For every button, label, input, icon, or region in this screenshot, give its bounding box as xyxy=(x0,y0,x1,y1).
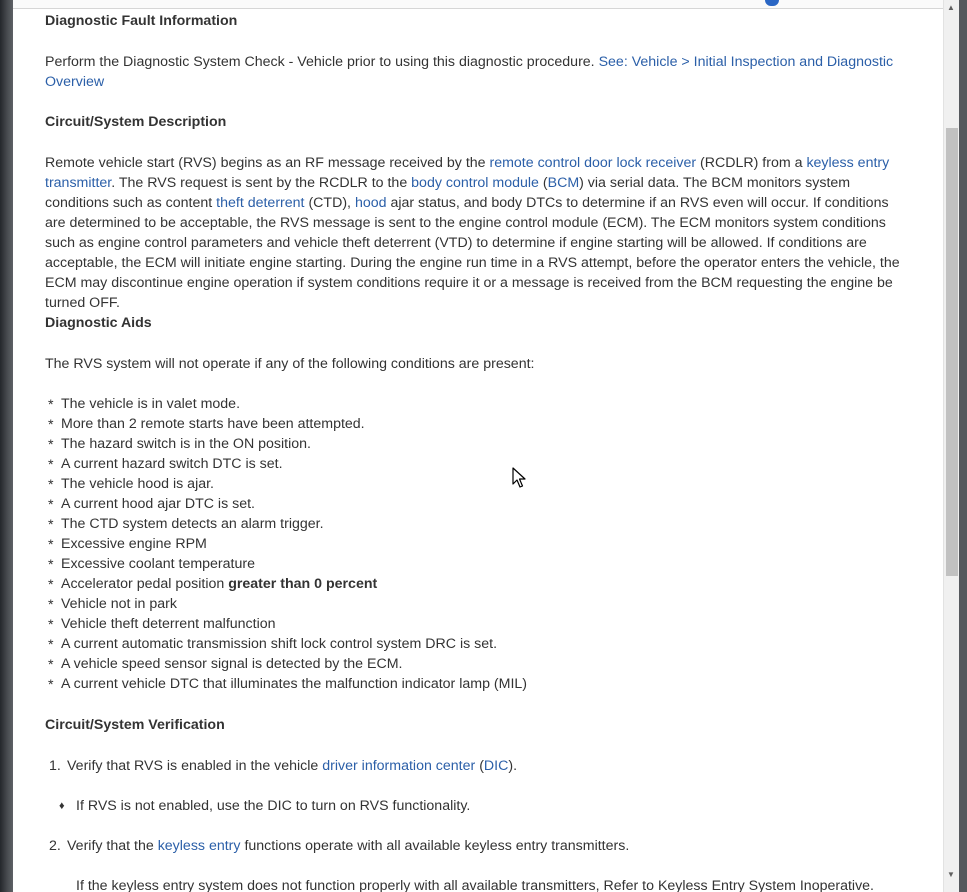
step-1-end: ). xyxy=(508,758,518,774)
scroll-up-arrow-icon[interactable]: ▲ xyxy=(947,3,955,12)
list-item-text: Accelerator pedal position xyxy=(61,576,229,592)
list-item: * A current hazard switch DTC is set. xyxy=(45,454,905,474)
circuit-text-2: (RCDLR) from a xyxy=(696,155,807,171)
list-item xyxy=(45,574,905,594)
keyless-entry-link[interactable]: keyless entry xyxy=(157,838,241,854)
window-top-edge xyxy=(13,0,943,9)
intro-text: Perform the Diagnostic System Check - Vehicle prior to using this diagnostic procedure. xyxy=(45,54,599,70)
theft-deterrent-link[interactable]: theft deterrent xyxy=(216,195,305,211)
toolbar-control-icon[interactable] xyxy=(765,0,779,6)
list-item: * Excessive coolant temperature xyxy=(45,554,905,574)
desktop-background-right xyxy=(959,0,967,892)
step-number: 1. xyxy=(49,758,61,774)
keyless-entry-transmitter-link[interactable]: keyless entry transmitter xyxy=(45,155,890,191)
heading-diagnostic-aids: Diagnostic Aids xyxy=(45,315,152,331)
step-2-end: functions operate with all available keyless entry transmitters. xyxy=(240,838,630,854)
list-item: * The CTD system detects an alarm trigger. xyxy=(45,514,905,534)
step-1-text: Verify that RVS is enabled in the vehicle xyxy=(67,758,323,774)
list-item: * A current automatic transmission shift lock control system DRC is set. xyxy=(45,634,905,654)
see-vehicle-inspection-link[interactable]: See: Vehicle > Initial Inspection and Diagnostic Overview xyxy=(45,54,894,90)
dic-link[interactable]: DIC xyxy=(483,758,509,774)
list-item: * Vehicle theft deterrent malfunction xyxy=(45,614,905,634)
scrollbar-thumb[interactable] xyxy=(946,128,958,576)
conditions-list xyxy=(45,394,905,694)
circuit-text-5: ) via serial data. The BCM monitors system conditions such as content xyxy=(45,175,851,211)
step-1-sub-text: If RVS is not enabled, use the DIC to turn on RVS functionality. xyxy=(76,798,471,814)
step-2-text: Verify that the xyxy=(67,838,158,854)
list-item: * Excessive engine RPM xyxy=(45,534,905,554)
heading-circuit-system-verification: Circuit/System Verification xyxy=(45,717,225,733)
step-1-mid: ( xyxy=(475,758,484,774)
verification-step-1 xyxy=(45,756,905,776)
bcm-link[interactable]: BCM xyxy=(547,175,580,191)
step-2-sub-partial: If the keyless entry system does not function properly with all available transmitters, Refer to Keyless Entry System Inoperative. xyxy=(76,878,874,892)
body-control-module-link[interactable]: body control module xyxy=(411,175,539,191)
document-window xyxy=(13,0,959,892)
verification-step-2 xyxy=(45,836,905,856)
circuit-text-4: ( xyxy=(538,175,548,191)
circuit-text-6: (CTD), xyxy=(304,195,355,211)
list-item: * A current vehicle DTC that illuminates the malfunction indicator lamp (MIL) xyxy=(45,674,905,694)
list-item: * Vehicle not in park xyxy=(45,594,905,614)
scroll-down-arrow-icon[interactable]: ▼ xyxy=(947,870,955,879)
step-1-sublist xyxy=(45,796,905,816)
list-item: * A vehicle speed sensor signal is detected by the ECM. xyxy=(45,654,905,674)
diamond-bullet-icon: ♦ xyxy=(59,800,65,812)
list-item-bold-text: greater than 0 percent xyxy=(228,576,378,592)
aids-intro: The RVS system will not operate if any of the following conditions are present: xyxy=(45,356,535,372)
step-number: 2. xyxy=(49,838,61,854)
mouse-pointer-icon xyxy=(512,467,526,489)
desktop-background-left xyxy=(0,0,13,892)
circuit-text-7: ajar status, and body DTCs to determine if an RVS even will occur. If conditions are determined to be acceptable, the RVS message is sent to the engine control module (ECM). The ECM monitors system conditions such as engine control parameters and vehicle theft deterrent (VTD) to determine if engine starting will be allowed. If conditions are acceptable, the ECM will initiate engine starting. During the engine run time in a RVS attempt, before the operator enters the vehicle, the ECM may discontinue engine operation if system conditions require it or a message is received from the BCM requesting the engine be turned OFF. xyxy=(45,195,900,311)
list-item: * A current hood ajar DTC is set. xyxy=(45,494,905,514)
circuit-text-3: . The RVS request is sent by the RCDLR to the xyxy=(111,175,412,191)
heading-circuit-system-description: Circuit/System Description xyxy=(45,114,227,130)
circuit-text-1: Remote vehicle start (RVS) begins as an RF message received by the xyxy=(45,155,490,171)
list-item: * The hazard switch is in the ON position. xyxy=(45,434,905,454)
heading-diagnostic-fault-information: Diagnostic Fault Information xyxy=(45,13,238,29)
intro-paragraph xyxy=(45,52,905,92)
list-item xyxy=(45,796,905,816)
list-item: * The vehicle hood is ajar. xyxy=(45,474,905,494)
list-item: * The vehicle is in valet mode. xyxy=(45,394,905,414)
vertical-scrollbar[interactable] xyxy=(943,0,959,892)
driver-information-center-link[interactable]: driver information center xyxy=(322,758,476,774)
list-item: * More than 2 remote starts have been attempted. xyxy=(45,414,905,434)
rcdlr-link[interactable]: remote control door lock receiver xyxy=(489,155,697,171)
hood-link[interactable]: hood xyxy=(354,195,387,211)
circuit-description-paragraph xyxy=(45,153,905,313)
